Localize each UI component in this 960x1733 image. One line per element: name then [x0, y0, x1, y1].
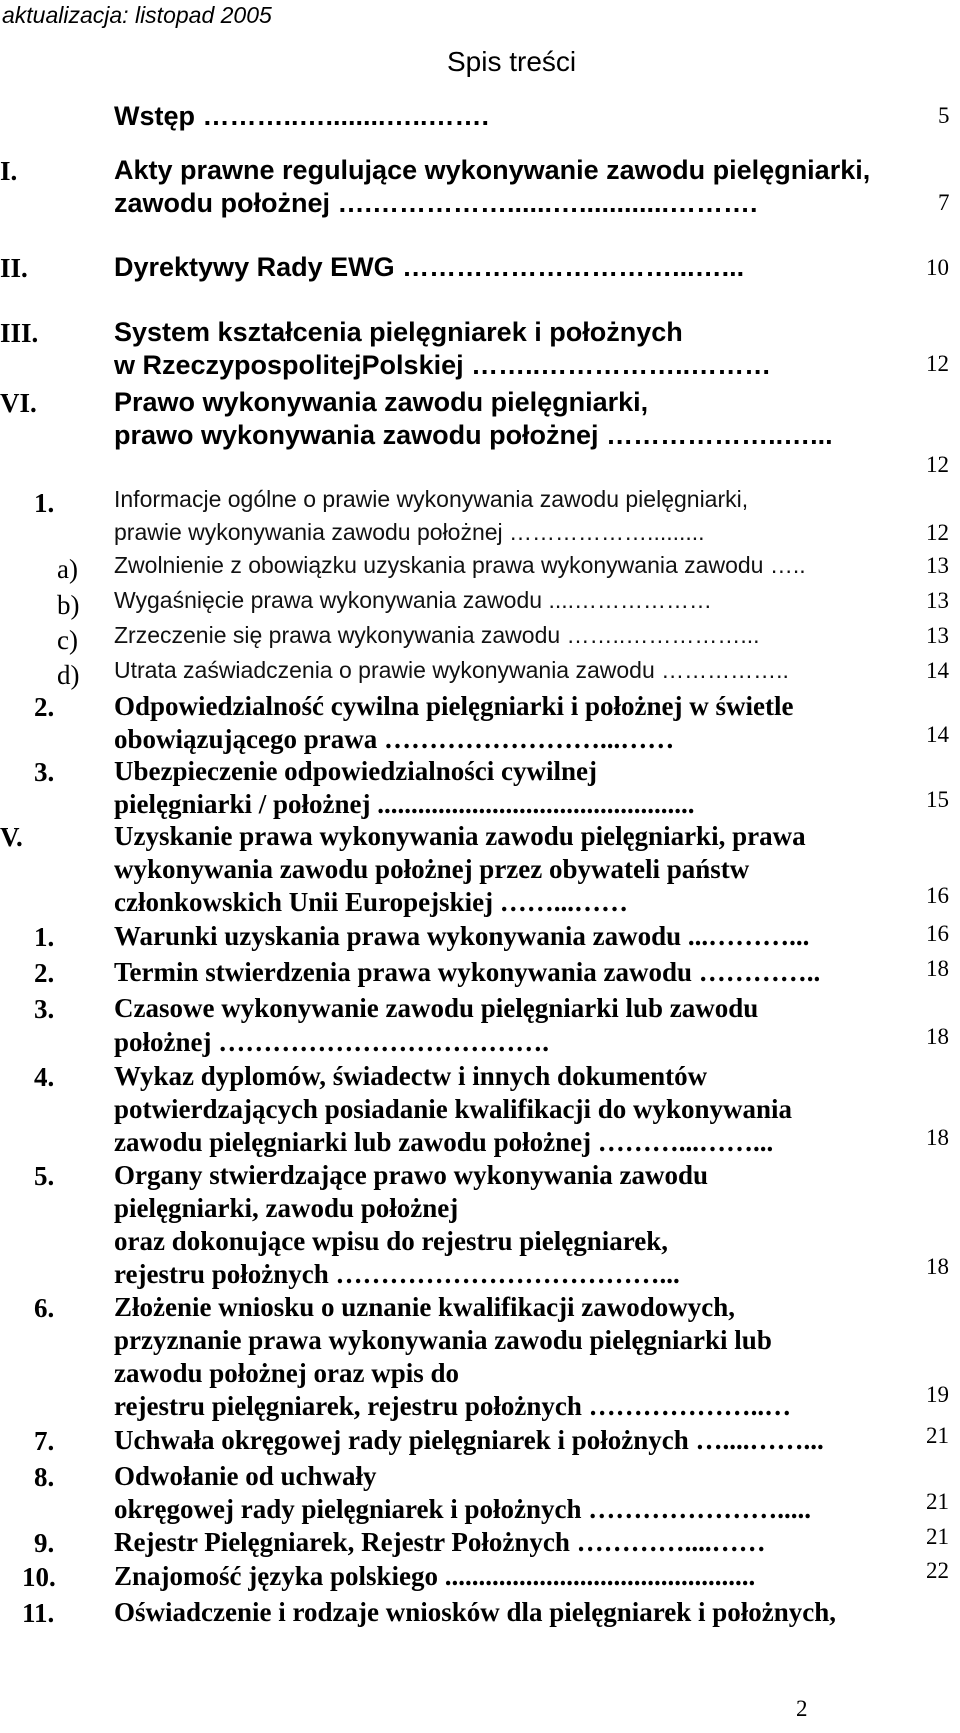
- toc-entry-text[interactable]: rejestru położnych ………………………………...: [114, 1259, 680, 1289]
- toc-label: VI.: [0, 388, 37, 418]
- toc-entry-text[interactable]: członkowskich Unii Europejskiej ……...……: [114, 887, 629, 917]
- toc-page-number: 14: [926, 722, 949, 747]
- toc-label: 9.: [34, 1528, 55, 1558]
- toc-page-number: 7: [938, 190, 950, 215]
- toc-entry-text[interactable]: Wykaz dyplomów, świadectw i innych dokumentów: [114, 1061, 708, 1091]
- toc-entry-text[interactable]: potwierdzających posiadanie kwalifikacji do wykonywania: [114, 1094, 793, 1124]
- toc-entry-text[interactable]: zawodu położnej oraz wpis do: [114, 1358, 460, 1388]
- toc-label: 6.: [34, 1293, 55, 1323]
- toc-label: d): [57, 660, 80, 690]
- toc-page-number: 22: [926, 1558, 949, 1583]
- toc-entry-text[interactable]: Zrzeczenie się prawa wykonywania zawodu ……..……………...: [114, 622, 760, 648]
- toc-label: 2.: [34, 692, 55, 722]
- toc-entry-text[interactable]: zawodu położnej ….……………......…............……….: [114, 188, 758, 218]
- toc-label: 1.: [34, 488, 55, 518]
- toc-label: 10.: [22, 1562, 56, 1592]
- toc-label: 5.: [34, 1161, 55, 1191]
- toc-entry-text[interactable]: w RzeczypospolitejPolskiej ……..……………..………: [114, 350, 772, 380]
- toc-label: 4.: [34, 1062, 55, 1092]
- toc-page-number: 16: [926, 883, 949, 908]
- toc-page-number: 13: [926, 588, 949, 613]
- toc-entry-text[interactable]: Informacje ogólne o prawie wykonywania zawodu pielęgniarki,: [114, 486, 749, 512]
- toc-entry-text[interactable]: Prawo wykonywania zawodu pielęgniarki,: [114, 387, 649, 417]
- toc-entry-text[interactable]: Organy stwierdzające prawo wykonywania zawodu: [114, 1160, 708, 1190]
- toc-entry-text[interactable]: Rejestr Pielęgniarek, Rejestr Położnych …………....……: [114, 1527, 766, 1557]
- toc-entry-text[interactable]: Wygaśnięcie prawa wykonywania zawodu ....………………: [114, 587, 713, 613]
- toc-entry-text[interactable]: obowiązującego prawa ……………………...……: [114, 724, 675, 754]
- toc-entry-text[interactable]: pielęgniarki / położnej ...............................................: [114, 789, 695, 819]
- toc-entry-text[interactable]: prawie wykonywania zawodu położnej ……………….........: [114, 519, 705, 545]
- toc-label: a): [57, 554, 78, 584]
- toc-page-number: 14: [926, 658, 949, 683]
- toc-entry-text[interactable]: Złożenie wniosku o uznanie kwalifikacji zawodowych,: [114, 1292, 736, 1322]
- toc-entry-text[interactable]: Akty prawne regulujące wykonywanie zawodu pielęgniarki,: [114, 155, 871, 185]
- toc-entry-text[interactable]: Termin stwierdzenia prawa wykonywania zawodu …………..: [114, 957, 821, 987]
- toc-page-number: 21: [926, 1423, 949, 1448]
- toc-page-number: 18: [926, 1024, 949, 1049]
- toc-label: c): [57, 625, 78, 655]
- toc-entry-text[interactable]: pielęgniarki, zawodu położnej: [114, 1193, 459, 1223]
- toc-page-number: 12: [926, 520, 949, 545]
- toc-page-number: 16: [926, 921, 949, 946]
- toc-entry-text[interactable]: Uzyskanie prawa wykonywania zawodu pielęgniarki, prawa: [114, 821, 806, 851]
- toc-page-number: 13: [926, 623, 949, 648]
- toc-label: 3.: [34, 757, 55, 787]
- toc-entry-text[interactable]: położnej ……………………………….: [114, 1027, 549, 1057]
- toc-entry-text[interactable]: Znajomość języka polskiego ..............................................: [114, 1561, 756, 1591]
- toc-label: II.: [0, 253, 28, 283]
- toc-page-number: 19: [926, 1382, 949, 1407]
- toc-entry-text[interactable]: oraz dokonujące wpisu do rejestru pielęgniarek,: [114, 1226, 669, 1256]
- toc-entry-text[interactable]: rejestru pielęgniarek, rejestru położnych ………………..…: [114, 1391, 792, 1421]
- toc-entry-text[interactable]: okręgowej rady pielęgniarek i położnych ………………….....: [114, 1494, 811, 1524]
- toc-entry-text[interactable]: wykonywania zawodu położnej przez obywateli państw: [114, 854, 750, 884]
- toc-entry-text[interactable]: Zwolnienie z obowiązku uzyskania prawa wykonywania zawodu …..: [114, 552, 806, 578]
- toc-page-number: 21: [926, 1489, 949, 1514]
- toc-label: b): [57, 590, 80, 620]
- toc-page-number: 12: [926, 452, 949, 477]
- toc-page-number: 13: [926, 553, 949, 578]
- toc-entry-text[interactable]: Odpowiedzialność cywilna pielęgniarki i położnej w świetle: [114, 691, 794, 721]
- toc-entry-text[interactable]: zawodu pielęgniarki lub zawodu położnej ………...……...: [114, 1127, 774, 1157]
- toc-page-number: 5: [938, 103, 950, 128]
- toc-page-number: 10: [926, 255, 949, 280]
- toc-entry-text[interactable]: Wstęp ………..…........…..…….: [114, 101, 490, 131]
- toc-entry-text[interactable]: Utrata zaświadczenia o prawie wykonywania zawodu ……………..: [114, 657, 789, 683]
- toc-label: 3.: [34, 994, 55, 1024]
- toc-label: 11.: [22, 1598, 55, 1628]
- toc-page-number: 18: [926, 1254, 949, 1279]
- toc-entry-text[interactable]: Czasowe wykonywanie zawodu pielęgniarki lub zawodu: [114, 993, 759, 1023]
- update-note: aktualizacja: listopad 2005: [2, 2, 272, 28]
- toc-entry-text[interactable]: prawo wykonywania zawodu położnej ………………..…...: [114, 420, 833, 450]
- toc-page-number: 12: [926, 351, 949, 376]
- toc-entry-text[interactable]: Warunki uzyskania prawa wykonywania zawodu ...………...: [114, 921, 810, 951]
- toc-label: 7.: [34, 1426, 55, 1456]
- toc-entry-text[interactable]: przyznanie prawa wykonywania zawodu pielęgniarki lub: [114, 1325, 772, 1355]
- toc-page-number: 21: [926, 1524, 949, 1549]
- toc-page-number: 15: [926, 787, 949, 812]
- toc-page-number: 18: [926, 1125, 949, 1150]
- toc-entry-text[interactable]: Uchwała okręgowej rady pielęgniarek i położnych …....……...: [114, 1425, 824, 1455]
- page-title: Spis treści: [447, 46, 577, 77]
- toc-entry-text[interactable]: Odwołanie od uchwały: [114, 1461, 377, 1491]
- toc-page-number: 18: [926, 956, 949, 981]
- toc-entry-text[interactable]: Dyrektywy Rady EWG …………………………...…...: [114, 252, 745, 282]
- footer-page-number: 2: [796, 1696, 808, 1721]
- toc-label: V.: [0, 822, 23, 852]
- toc-label: 1.: [34, 922, 55, 952]
- toc-label: III.: [0, 318, 39, 348]
- toc-label: I.: [0, 156, 18, 186]
- toc-label: 2.: [34, 958, 55, 988]
- toc-entry-text[interactable]: Ubezpieczenie odpowiedzialności cywilnej: [114, 756, 597, 786]
- toc-entry-text[interactable]: System kształcenia pielęgniarek i położnych: [114, 317, 683, 347]
- toc-label: 8.: [34, 1462, 55, 1492]
- toc-entry-text[interactable]: Oświadczenie i rodzaje wniosków dla pielęgniarek i położnych,: [114, 1597, 837, 1627]
